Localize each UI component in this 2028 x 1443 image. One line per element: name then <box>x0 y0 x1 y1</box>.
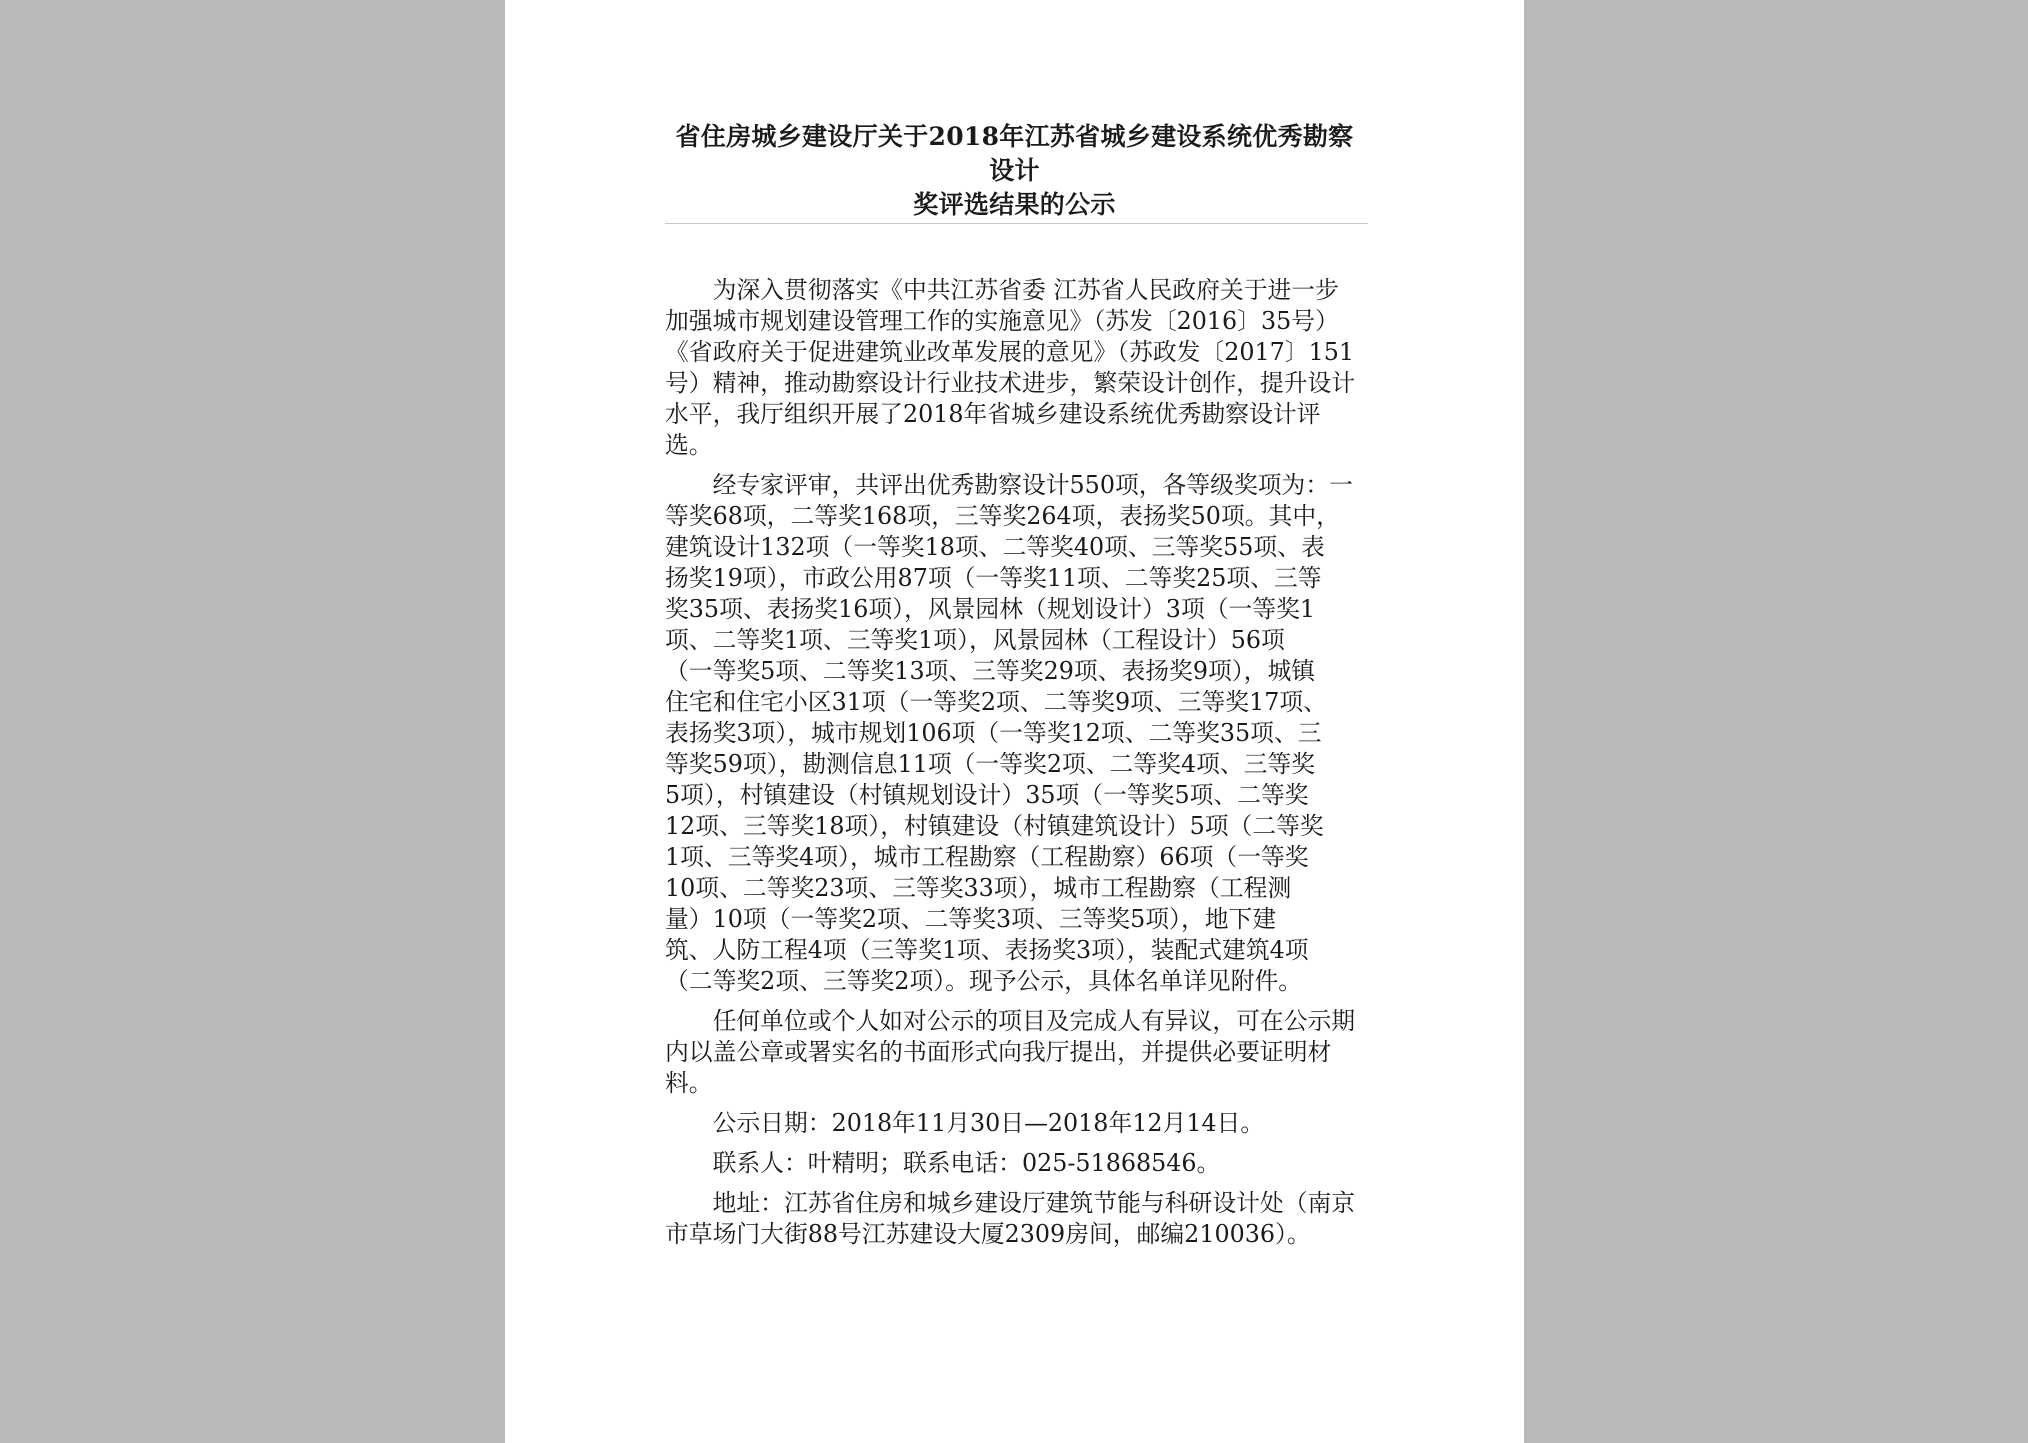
text-line: 联系人：叶精明；联系电话：025-51868546。 <box>712 1149 1221 1177</box>
paragraph-results <box>665 470 1368 997</box>
text-line: 10项、二等奖23项、三等奖33项），城市工程勘察（工程测 <box>665 874 1292 902</box>
document-page <box>505 0 1524 1443</box>
text-line: 12项、三等奖18项），村镇建设（村镇建筑设计）5项（二等奖 <box>665 812 1324 840</box>
paragraph-dates <box>665 1108 1368 1139</box>
text-line: 等奖59项），勘测信息11项（一等奖2项、二等奖4项、三等奖 <box>665 750 1316 778</box>
text-line: 奖35项、表扬奖16项），风景园林（规划设计）3项（一等奖1 <box>665 595 1316 623</box>
text-line: 公示日期：2018年11月30日—2018年12月14日。 <box>712 1109 1265 1137</box>
text-line: 项、二等奖1项、三等奖1项），风景园林（工程设计）56项 <box>665 626 1285 654</box>
text-line: 建筑设计132项（一等奖18项、二等奖40项、三等奖55项、表 <box>665 533 1325 561</box>
document-title <box>665 120 1364 222</box>
paragraph-background <box>665 275 1368 461</box>
text-line: （一等奖5项、二等奖13项、三等奖29项、表扬奖9项），城镇 <box>665 657 1316 685</box>
text-line: 住宅和住宅小区31项（一等奖2项、二等奖9项、三等奖17项、 <box>665 688 1327 716</box>
text-line: 加强城市规划建设管理工作的实施意见》（苏发〔2016〕35号） <box>665 307 1339 335</box>
paragraph-address <box>665 1188 1368 1250</box>
paragraph-contact <box>665 1148 1368 1179</box>
title-line: 奖评选结果的公示 <box>913 190 1116 219</box>
text-line: 表扬奖3项），城市规划106项（一等奖12项、二等奖35项、三 <box>665 719 1322 747</box>
text-line: 选。 <box>665 431 713 459</box>
text-line: 任何单位或个人如对公示的项目及完成人有异议，可在公示期 <box>712 1007 1356 1035</box>
text-line: 市草场门大街88号江苏建设大厦2309房间，邮编210036）。 <box>665 1220 1311 1248</box>
text-line: 经专家评审，共评出优秀勘察设计550项，各等级奖项为：一 <box>712 471 1353 499</box>
text-line: 量）10项（一等奖2项、二等奖3项、三等奖5项），地下建 <box>665 905 1277 933</box>
text-line: 水平，我厅组织开展了2018年省城乡建设系统优秀勘察设计评 <box>665 400 1321 428</box>
paragraph-objection <box>665 1006 1368 1099</box>
text-line: 扬奖19项），市政公用87项（一等奖11项、二等奖25项、三等 <box>665 564 1322 592</box>
text-line: 为深入贯彻落实《中共江苏省委 江苏省人民政府关于进一步 <box>712 276 1339 304</box>
text-line: 5项），村镇建设（村镇规划设计）35项（一等奖5项、二等奖 <box>665 781 1309 809</box>
text-line: 内以盖公章或署实名的书面形式向我厅提出，并提供必要证明材 <box>665 1038 1332 1066</box>
text-line: 1项、三等奖4项），城市工程勘察（工程勘察）66项（一等奖 <box>665 843 1309 871</box>
title-line: 省住房城乡建设厅关于2018年江苏省城乡建设系统优秀勘察设计 <box>675 122 1354 185</box>
text-line: 等奖68项，二等奖168项，三等奖264项，表扬奖50项。其中， <box>665 502 1340 530</box>
text-line: 筑、人防工程4项（三等奖1项、表扬奖3项），装配式建筑4项 <box>665 936 1309 964</box>
text-line: 料。 <box>665 1069 713 1097</box>
title-divider <box>665 223 1368 224</box>
text-line: 号）精神，推动勘察设计行业技术进步，繁荣设计创作，提升设计 <box>665 369 1356 397</box>
text-line: 《省政府关于促进建筑业改革发展的意见》（苏政发〔2017〕151 <box>665 338 1355 366</box>
text-line: （二等奖2项、三等奖2项）。现予公示，具体名单详见附件。 <box>665 967 1303 995</box>
document-body <box>665 275 1368 1259</box>
text-line: 地址：江苏省住房和城乡建设厅建筑节能与科研设计处（南京 <box>712 1189 1356 1217</box>
